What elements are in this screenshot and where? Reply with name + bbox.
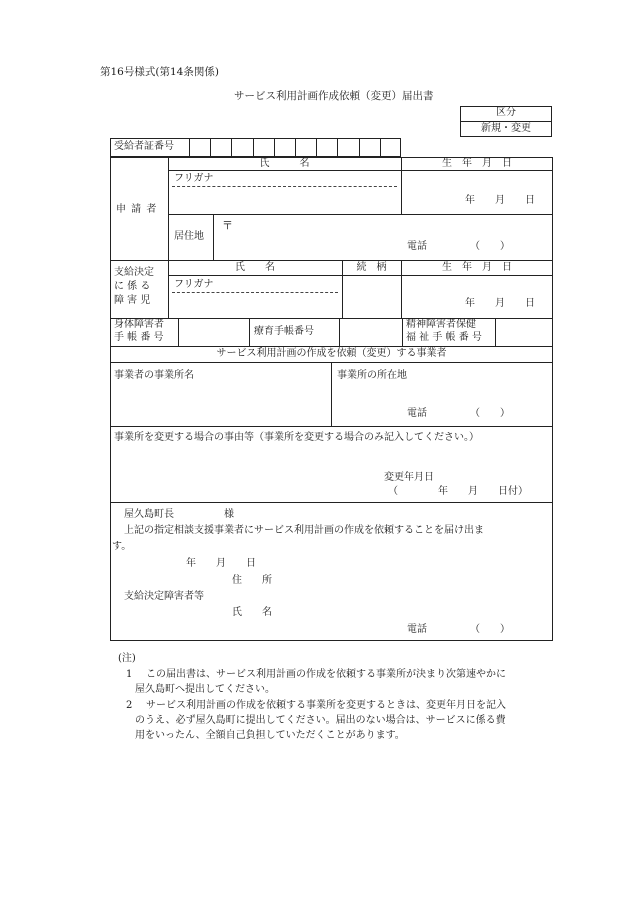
mental-handbook-label-1: 精神障害者保健 [406, 319, 476, 330]
declarant-phone-label: 電話 [407, 624, 427, 635]
notes-header: (注) [118, 653, 136, 664]
category-value[interactable]: 新規・変更 [481, 123, 531, 134]
declarant-address-label: 住 所 [232, 575, 272, 586]
note-1-line-1: この届出書は、サービス利用計画の作成を依頼する事業所が決まり次第速やかに [146, 669, 506, 680]
mental-handbook-field[interactable] [497, 320, 551, 344]
provider-section-title: サービス利用計画の作成を依頼（変更）する事業者 [216, 348, 447, 359]
child-label-line3: 障 害 児 [114, 295, 151, 306]
applicant-address-label: 居住地 [174, 231, 204, 242]
recipient-id-cell[interactable] [337, 138, 338, 157]
category-label: 区分 [496, 107, 516, 118]
form-title: サービス利用計画作成依頼（変更）届出書 [234, 90, 434, 102]
note-2-line-2: のうえ、必ず屋久島町に提出してください。届出のない場合は、サービスに係る費 [135, 715, 506, 726]
recipient-id-cell[interactable] [189, 138, 190, 157]
note-1-number: 1 [126, 669, 133, 680]
note-2-number: 2 [126, 700, 133, 711]
applicant-phone-label: 電話 [407, 241, 427, 252]
physical-handbook-label-1: 身体障害者 [114, 319, 164, 330]
office-phone-label: 電話 [407, 408, 427, 419]
applicant-address-field[interactable] [235, 217, 545, 239]
change-date-label: 変更年月日 [384, 472, 434, 483]
declarant-name-label: 氏 名 [232, 607, 272, 618]
declarant-phone-field[interactable]: （ ） [470, 624, 510, 635]
rehab-handbook-label: 療育手帳番号 [254, 326, 314, 337]
child-furigana-label: フリガナ [174, 279, 214, 290]
physical-handbook-label-2: 手 帳 番 号 [114, 332, 164, 343]
child-label-line1: 支給決定 [114, 267, 154, 278]
applicant-name-header: 氏 名 [259, 158, 310, 169]
note-1-line-2: 屋久島町へ提出してください。 [135, 684, 275, 695]
mental-handbook-label-2: 福 祉 手 帳 番 号 [406, 332, 482, 343]
applicant-furigana-label: フリガナ [174, 173, 214, 184]
declarant-type-label: 支給決定障害者等 [124, 591, 204, 602]
form-number: 第16号様式(第14条関係) [100, 66, 219, 78]
physical-handbook-field[interactable] [180, 320, 247, 344]
recipient-id-label: 受給者証番号 [114, 141, 174, 152]
note-2-line-1: サービス利用計画の作成を依頼する事業所を変更するときは、変更年月日を記入 [146, 700, 506, 711]
note-2-line-3: 用をいったん、全額自己負担していただくことがあります。 [135, 730, 405, 741]
recipient-id-cell[interactable] [253, 138, 254, 157]
office-phone-field[interactable]: （ ） [470, 408, 510, 419]
applicant-phone-field[interactable]: （ ） [470, 241, 510, 252]
recipient-id-cell[interactable] [231, 138, 232, 157]
child-name-field[interactable] [172, 295, 338, 315]
child-label-line2: に 係 る [114, 281, 151, 292]
applicant-dob-header: 生 年 月 日 [442, 158, 512, 169]
change-date-field[interactable]: （ 年 月 日付） [388, 486, 528, 497]
child-dob-header: 生 年 月 日 [442, 262, 512, 273]
recipient-id-cell[interactable] [380, 138, 381, 157]
declaration-text-2: す。 [112, 541, 132, 552]
declarant-address-field[interactable] [290, 572, 545, 588]
child-relation-field[interactable] [345, 278, 398, 316]
applicant-dob-field[interactable]: 年 月 日 [465, 195, 535, 206]
child-relation-header: 続 柄 [356, 262, 387, 273]
office-address-label: 事業所の所在地 [337, 370, 407, 381]
office-name-field[interactable] [114, 386, 326, 422]
child-dob-field[interactable]: 年 月 日 [465, 298, 535, 309]
applicant-label: 申 請 者 [116, 204, 158, 215]
change-reason-field[interactable] [114, 447, 549, 469]
child-name-header: 氏 名 [235, 262, 275, 273]
rehab-handbook-field[interactable] [341, 320, 400, 344]
office-address-field[interactable] [337, 386, 547, 406]
declarant-name-field[interactable] [290, 604, 545, 620]
recipient-id-cell[interactable] [316, 138, 317, 157]
addressee: 屋久島町長 様 [124, 509, 234, 520]
postal-mark: 〒 [222, 219, 233, 232]
office-name-label: 事業者の事業所名 [114, 370, 194, 381]
change-reason-label: 事業所を変更する場合の事由等（事業所を変更する場合のみ記入してください。） [114, 432, 479, 443]
recipient-id-cell[interactable] [359, 138, 360, 157]
recipient-id-cell[interactable] [210, 138, 211, 157]
recipient-id-cell[interactable] [295, 138, 296, 157]
recipient-id-cell[interactable] [274, 138, 275, 157]
declaration-date-field[interactable]: 年 月 日 [186, 558, 256, 569]
declaration-text-1: 上記の指定相談支援事業者にサービス利用計画の作成を依頼することを届け出ま [124, 525, 484, 536]
applicant-name-field[interactable] [172, 189, 397, 211]
